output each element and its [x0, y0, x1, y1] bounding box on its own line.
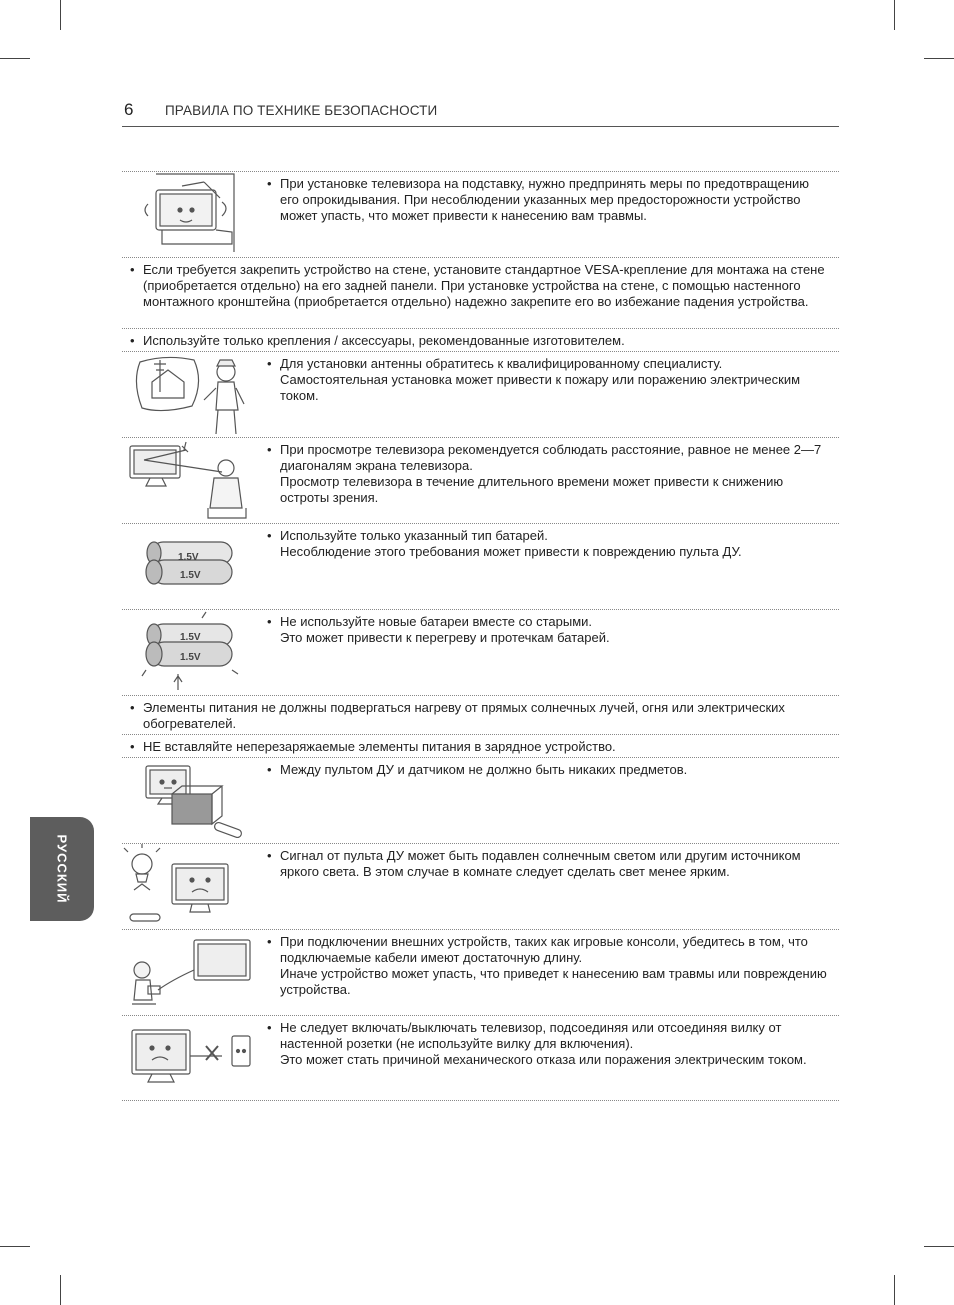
- list-item: [122, 257, 839, 328]
- battery-label: 1.5V: [180, 652, 201, 663]
- battery-label: 1.5V: [178, 552, 199, 563]
- safety-bullet: • Элементы питания не должны подвергаться нагреву от прямых солнечных лучей, огня или электрических обогревателей.: [130, 700, 831, 732]
- viewing-distance-illustration: [122, 438, 262, 523]
- language-tab: [30, 817, 94, 921]
- remote-obstacle-illustration: [122, 758, 262, 843]
- safety-bullet: • Для установки антенны обратитесь к квалифицированному специалисту. Самостоятельная установка может привести к пожару или поражению электрическим током.: [267, 356, 831, 404]
- safety-bullet: • При установке телевизора на подставку, нужно предпринять меры по предотвращению его опрокидывания. При несоблюдении указанных мер предосторожности устройство может упасть, что может привести к нанесению вам травмы.: [267, 176, 831, 224]
- list-item: [122, 929, 839, 1015]
- safety-bullet: • Не используйте новые батареи вместе со старыми. Это может привести к перегреву и протечкам батарей.: [267, 614, 831, 646]
- battery-label: 1.5V: [180, 632, 201, 643]
- list-item: [122, 609, 839, 695]
- crop-mark: [0, 1246, 30, 1247]
- list-item: [122, 734, 839, 757]
- page-title: ПРАВИЛА ПО ТЕХНИКЕ БЕЗОПАСНОСТИ: [165, 103, 438, 118]
- safety-list: [122, 171, 839, 1101]
- list-item: [122, 523, 839, 609]
- page-number: 6: [124, 100, 134, 119]
- crop-mark: [924, 1246, 954, 1247]
- safety-bullet: • Если требуется закрепить устройство на стене, установите стандартное VESA-крепление для монтажа на стене (приобретается отдельно) на его задней панели. При установке устройства на стене, с помощью настенного монтажного кронштейна (приобретается отдельно) надежно закрепите его во избежание падения устройства.: [130, 262, 831, 310]
- bright-light-illustration: [122, 844, 262, 929]
- antenna-technician-illustration: [122, 352, 262, 437]
- language-tab-label: РУССКИЙ: [54, 834, 70, 904]
- safety-bullet: • Сигнал от пульта ДУ может быть подавлен солнечным светом или другим источником яркого света. В этом случае в комнате следует сделать свет менее ярким.: [267, 848, 831, 880]
- list-item: [122, 1015, 839, 1101]
- cable-length-illustration: [122, 930, 262, 1015]
- safety-bullet: • Используйте только крепления / аксессуары, рекомендованные изготовителем.: [130, 333, 831, 349]
- power-plug-illustration: [122, 1016, 262, 1100]
- safety-bullet: • При просмотре телевизора рекомендуется соблюдать расстояние, равное не менее 2—7 диагоналям экрана телевизора. Просмотр телевизора в течение длительного времени может привести к снижению остроты зрения.: [267, 442, 831, 506]
- crop-mark: [60, 1275, 61, 1305]
- safety-bullet: • При подключении внешних устройств, таких как игровые консоли, убедитесь в том, что подключаемые кабели имеют достаточную длину. Иначе устройство может упасть, что приведет к нанесению вам травмы или повреждению устройства.: [267, 934, 831, 998]
- crop-mark: [894, 0, 895, 30]
- safety-bullet: • Не следует включать/выключать телевизор, подсоединяя или отсоединяя вилку от настенной розетки (не используйте вилку для включения). Это может стать причиной механического отказа или поражения электрическим током.: [267, 1020, 831, 1068]
- list-item: [122, 328, 839, 351]
- list-item: [122, 695, 839, 734]
- crop-mark: [894, 1275, 895, 1305]
- list-item: [122, 757, 839, 843]
- list-item: [122, 437, 839, 523]
- crop-mark: [924, 58, 954, 59]
- safety-bullet: • Используйте только указанный тип батарей. Несоблюдение этого требования может привести к повреждению пульта ДУ.: [267, 528, 831, 560]
- crop-mark: [0, 58, 30, 59]
- list-item: [122, 171, 839, 257]
- crop-mark: [60, 0, 61, 30]
- battery-illustration: [122, 524, 262, 609]
- safety-bullet: • Между пультом ДУ и датчиком не должно быть никаких предметов.: [267, 762, 831, 778]
- list-item: [122, 351, 839, 437]
- safety-bullet: • НЕ вставляйте неперезаряжаемые элементы питания в зарядное устройство.: [130, 739, 831, 755]
- header-divider: [122, 126, 839, 127]
- tv-tipping-illustration: [122, 172, 262, 257]
- mixed-batteries-illustration: [122, 610, 262, 695]
- battery-label: 1.5V: [180, 570, 201, 581]
- list-item: [122, 843, 839, 929]
